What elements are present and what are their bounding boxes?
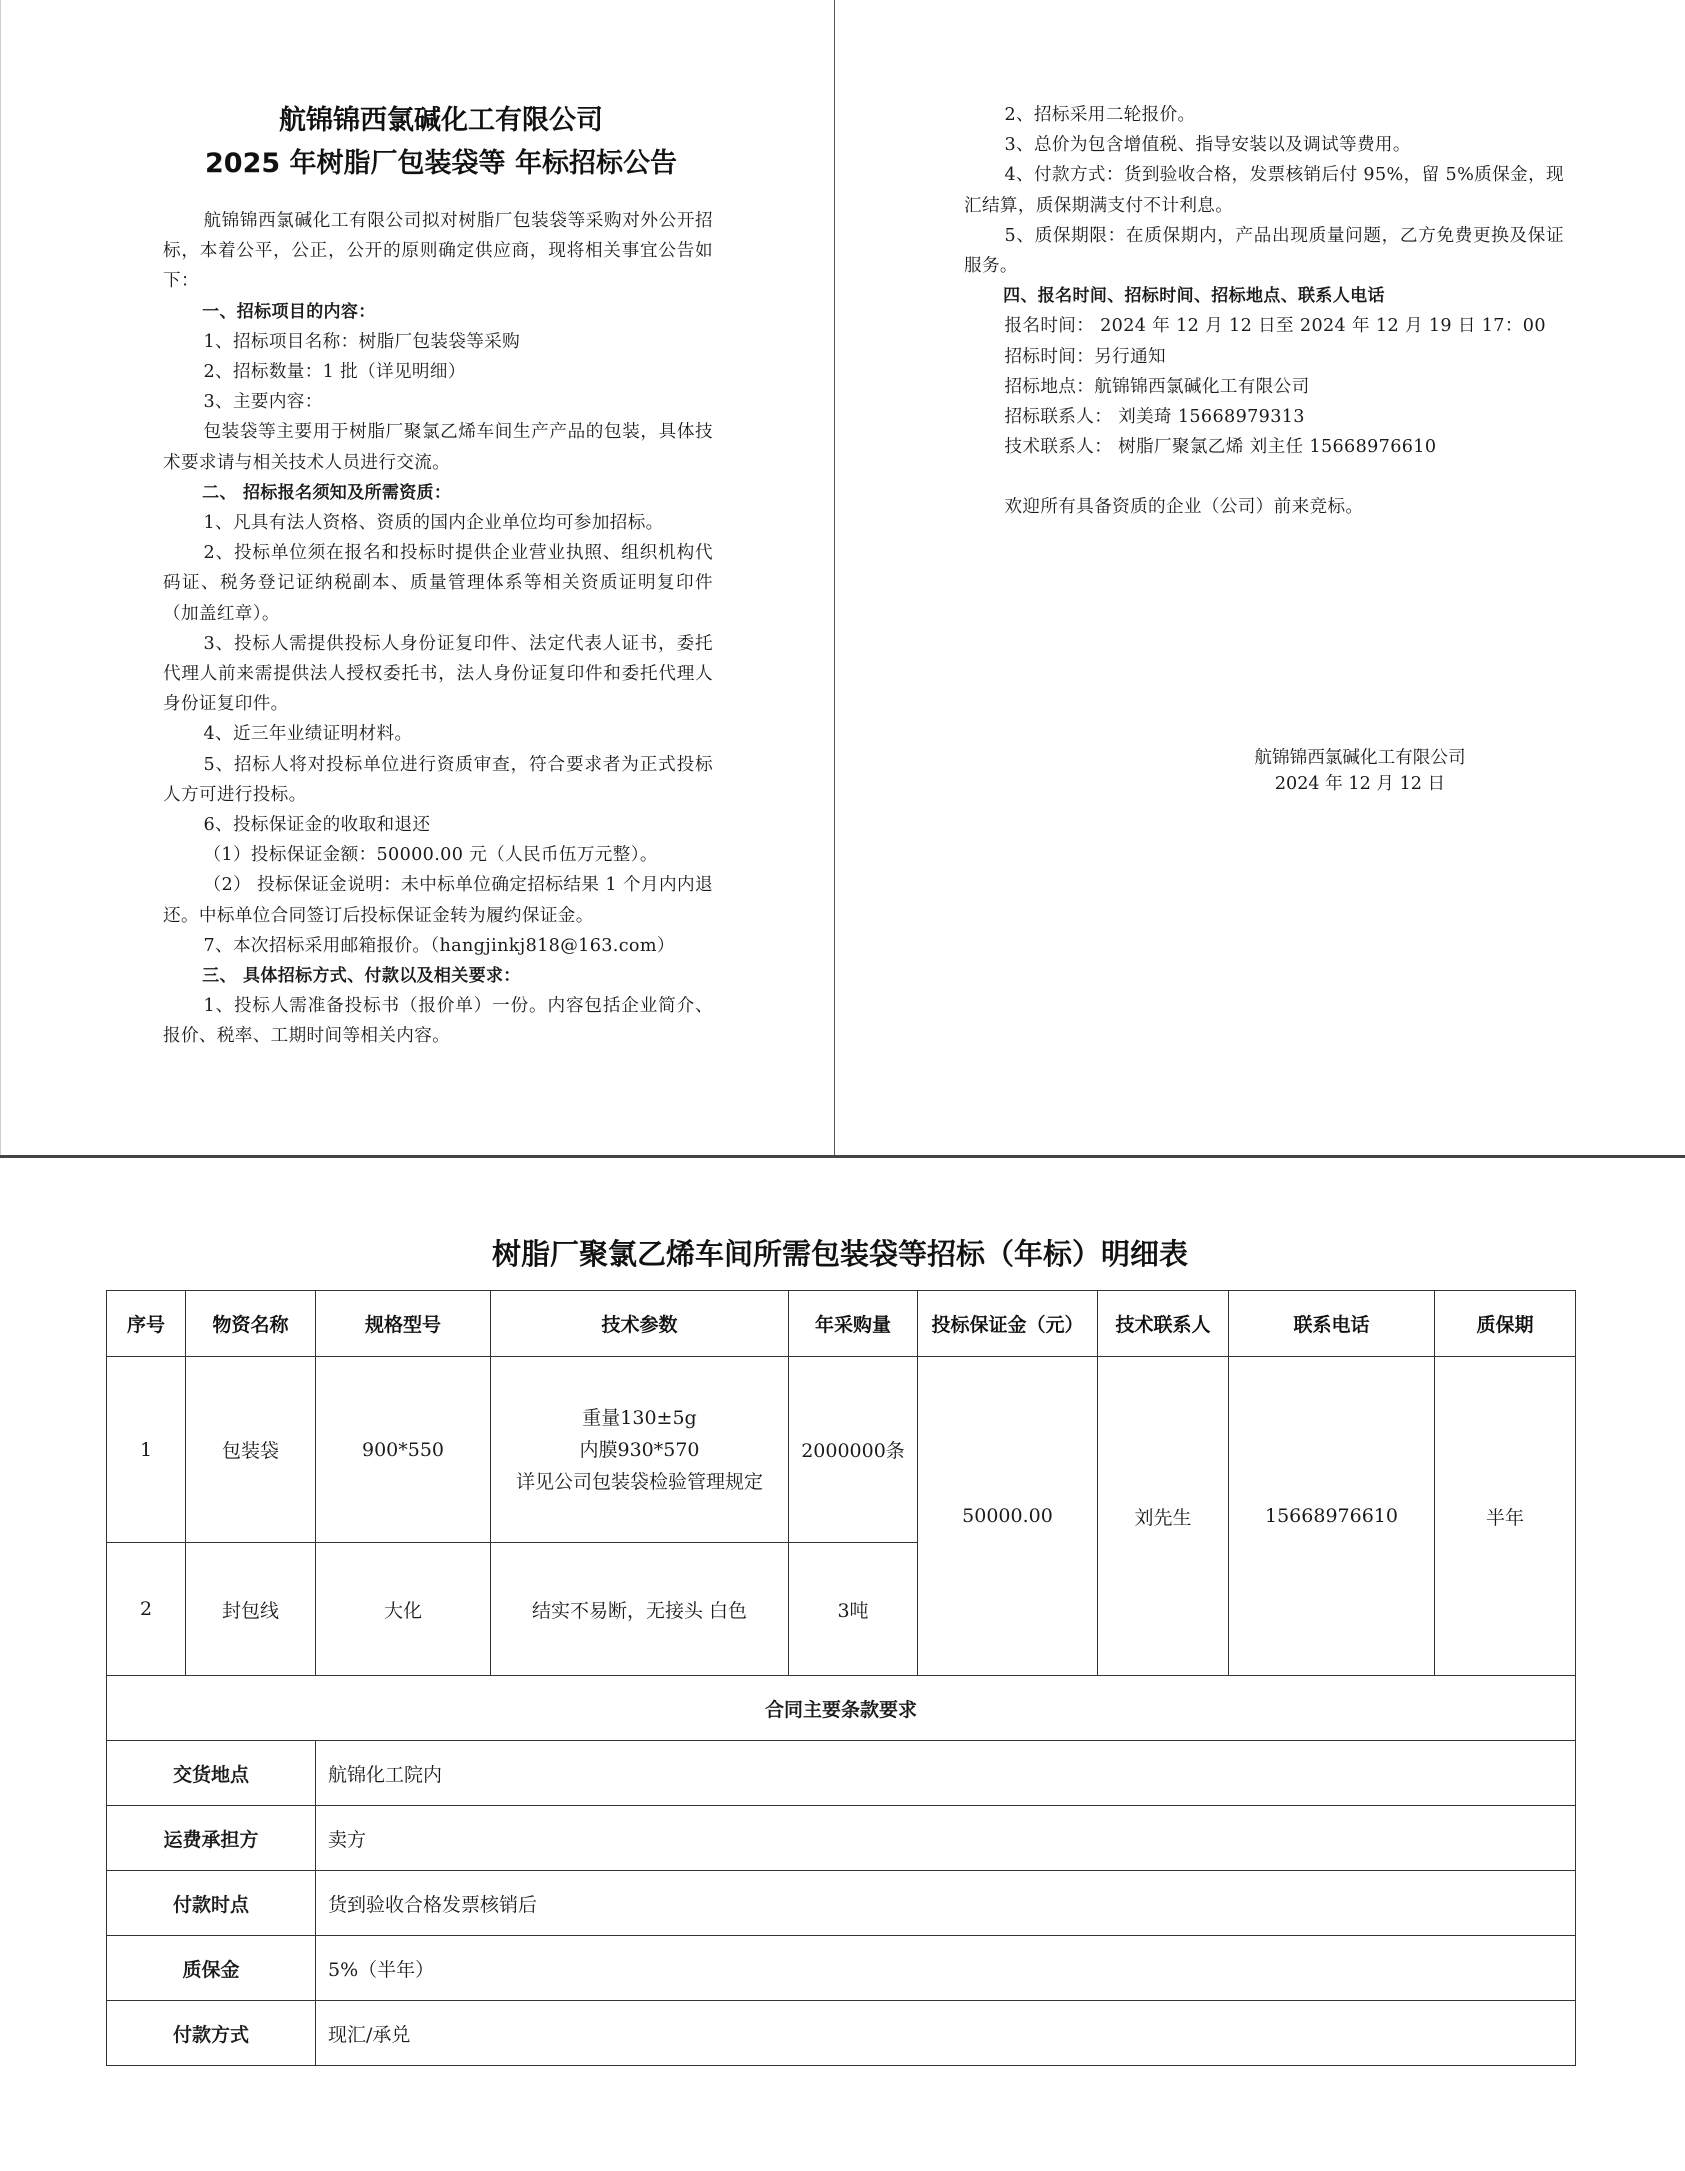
header-phone: 联系电话: [1229, 1291, 1435, 1357]
signature-date: 2024 年 12 月 12 日: [1274, 774, 1446, 794]
term-row: [107, 2001, 1576, 2066]
section-heading-4: 四、报名时间、招标时间、招标地点、联系人电话: [1003, 286, 1385, 307]
announcement-body-left: [163, 206, 713, 1052]
term-value: 现汇/承兑: [316, 2001, 1576, 2066]
detail-table: [106, 1290, 1576, 2066]
term-label: 质保金: [107, 1936, 316, 2001]
section2-item: 3、投标人需提供投标人身份证复印件、法定代表人证书，委托代理人前来需提供法人授权委托书，法人身份证复印件和委托代理人身份证复印件。: [163, 633, 713, 715]
section4-item-location: 招标地点：航锦锦西氯碱化工有限公司: [1004, 376, 1310, 397]
cell-phone: 15668976610: [1229, 1357, 1435, 1676]
section3-item: 5、质保期限：在质保期内，产品出现质量问题，乙方免费更换及保证服务。: [964, 225, 1564, 277]
section2-item: （2） 投标保证金说明：未中标单位确定招标结果 1 个月内内退还。中标单位合同签订后投标保证金转为履约保证金。: [163, 875, 713, 926]
param-line: 内膜930*570: [579, 1438, 700, 1461]
cell-spec: 900*550: [316, 1357, 491, 1543]
section2-item: 1、凡具有法人资格、资质的国内企业单位均可参加招标。: [203, 513, 664, 534]
table-header-row: [107, 1291, 1576, 1357]
param-line: 详见公司包装袋检验管理规定: [515, 1470, 763, 1493]
announcement-body-right: [964, 100, 1564, 523]
cell-warranty: 半年: [1435, 1357, 1576, 1676]
cell-no: 1: [107, 1357, 186, 1543]
cell-params: [491, 1357, 789, 1543]
section-heading-2: 二、 招标报名须知及所需资质：: [202, 482, 452, 503]
section1-content: 包装袋等主要用于树脂厂聚氯乙烯车间生产产品的包装，具体技术要求请与相关技术人员进行交流。: [163, 422, 713, 473]
announcement-page-left: [0, 0, 834, 1156]
section3-item: 2、招标采用二轮报价。: [1004, 105, 1196, 125]
section4-item-bid-contact: 招标联系人： 刘美琦 15668979313: [1004, 407, 1305, 428]
term-row: [107, 1806, 1576, 1871]
section4-item-registration: 报名时间： 2024 年 12 月 12 日至 2024 年 12 月 19 日 17：00: [1004, 316, 1546, 337]
section3-item: 1、投标人需准备投标书（报价单）一份。内容包括企业简介、报价、税率、工期时间等相关内容。: [163, 996, 713, 1047]
header-params: 技术参数: [491, 1291, 789, 1357]
page-divider-horizontal: [0, 1155, 1685, 1158]
section-heading-1: 一、招标项目的内容：: [202, 301, 376, 322]
section2-item: 2、投标单位须在报名和投标时提供企业营业执照、组织机构代码证、税务登记证纳税副本、质量管理体系等相关资质证明复印件（加盖红章）。: [163, 543, 713, 624]
cell-spec: 大化: [316, 1543, 491, 1676]
section2-item: 5、招标人将对投标单位进行资质审查，符合要求者为正式投标人方可进行投标。: [163, 754, 713, 805]
term-value: 货到验收合格发票核销后: [316, 1871, 1576, 1936]
section2-item: 4、近三年业绩证明材料。: [203, 724, 413, 745]
closing-line: 欢迎所有具备资质的企业（公司）前来竞标。: [1004, 497, 1364, 518]
announcement-page-right: [836, 0, 1685, 1156]
section1-item: 2、招标数量：1 批（详见明细）: [203, 362, 466, 383]
signature-company: 航锦锦西氯碱化工有限公司: [1254, 748, 1466, 768]
cell-item-name: 包装袋: [186, 1357, 316, 1543]
title-line-subject: 2025 年树脂厂包装袋等 年标招标公告: [205, 148, 677, 179]
spacer: [964, 462, 1564, 492]
term-label: 付款方式: [107, 2001, 316, 2066]
header-quantity: 年采购量: [789, 1291, 918, 1357]
table-row: [107, 1357, 1576, 1543]
header-warranty: 质保期: [1435, 1291, 1576, 1357]
announcement-title: [101, 99, 781, 185]
contract-header-row: [107, 1676, 1576, 1741]
term-label: 运费承担方: [107, 1806, 316, 1871]
section1-item: 1、招标项目名称：树脂厂包装袋等采购: [203, 331, 521, 352]
section2-item: （1）投标保证金额：50000.00 元（人民币伍万元整）。: [203, 845, 658, 866]
title-line-company: 航锦锦西氯碱化工有限公司: [279, 105, 603, 136]
section4-item-bid-time: 招标时间：另行通知: [1004, 346, 1166, 367]
cell-deposit: 50000.00: [918, 1357, 1098, 1676]
section2-item: 6、投标保证金的收取和退还: [203, 815, 431, 836]
section3-item: 4、付款方式：货到验收合格，发票核销后付 95%，留 5%质保金，现汇结算，质保期满支付不计利息。: [964, 165, 1564, 216]
cell-tech-contact: 刘先生: [1098, 1357, 1229, 1676]
section4-item-tech-contact: 技术联系人： 树脂厂聚氯乙烯 刘主任 15668976610: [1004, 437, 1437, 458]
header-deposit: 投标保证金（元）: [918, 1291, 1098, 1357]
cell-quantity: 2000000条: [789, 1357, 918, 1543]
section1-item: 3、主要内容：: [203, 392, 323, 413]
header-tech-contact: 技术联系人: [1098, 1291, 1229, 1357]
term-label: 交货地点: [107, 1741, 316, 1806]
cell-no: 2: [107, 1543, 186, 1676]
param-line: 重量130±5g: [582, 1406, 697, 1429]
cell-params: 结实不易断，无接头 白色: [491, 1543, 789, 1676]
header-spec: 规格型号: [316, 1291, 491, 1357]
term-row: [107, 1871, 1576, 1936]
term-value: 5%（半年）: [316, 1936, 1576, 2001]
section3-item: 3、总价为包含增值税、指导安装以及调试等费用。: [1004, 135, 1411, 156]
header-no: 序号: [107, 1291, 186, 1357]
term-row: [107, 1936, 1576, 2001]
term-value: 航锦化工院内: [316, 1741, 1576, 1806]
cell-item-name: 封包线: [186, 1543, 316, 1676]
section2-item-email[interactable]: 7、本次招标采用邮箱报价。（hangjinkj818@163.com）: [203, 935, 675, 956]
intro-paragraph: 航锦锦西氯碱化工有限公司拟对树脂厂包装袋等采购对外公开招标，本着公平，公正，公开的原则确定供应商，现将相关事宜公告如下：: [163, 211, 713, 292]
term-row: [107, 1741, 1576, 1806]
cell-quantity: 3吨: [789, 1543, 918, 1676]
signature-block: [1180, 745, 1540, 797]
term-label: 付款时点: [107, 1871, 316, 1936]
detail-table-title: 树脂厂聚氯乙烯车间所需包装袋等招标（年标）明细表: [491, 1237, 1188, 1271]
header-item-name: 物资名称: [186, 1291, 316, 1357]
page-divider-vertical: [834, 0, 835, 1157]
contract-header: 合同主要条款要求: [107, 1676, 1576, 1741]
section-heading-3: 三、 具体招标方式、付款以及相关要求：: [202, 966, 521, 987]
term-value: 卖方: [316, 1806, 1576, 1871]
